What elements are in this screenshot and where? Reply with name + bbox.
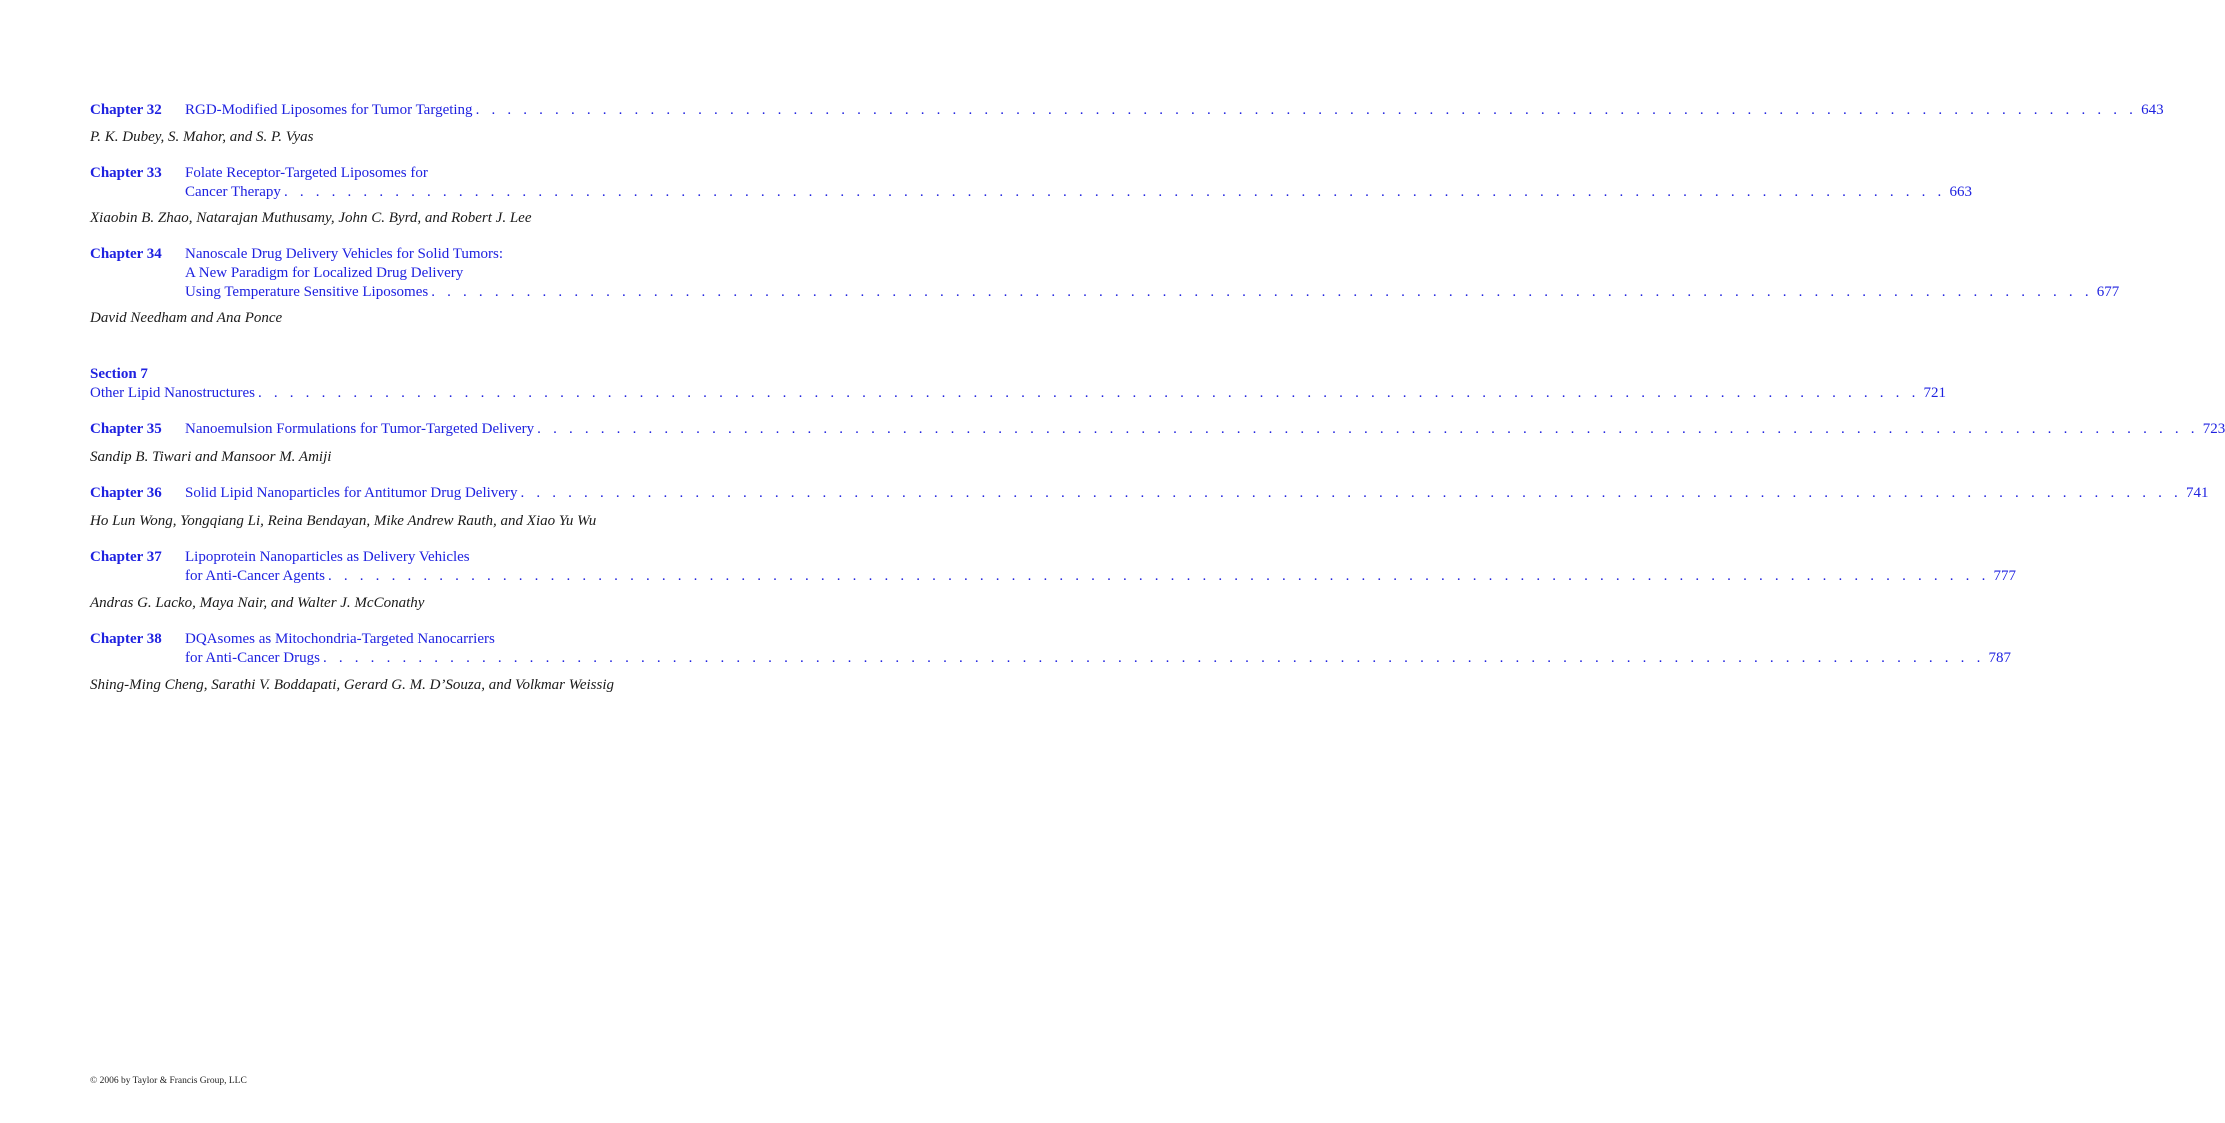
chapter-label[interactable]: Chapter 36 (90, 485, 162, 501)
chapter-title-line[interactable]: Solid Lipid Nanoparticles for Antitumor Drug Delivery (185, 484, 520, 503)
chapter-label[interactable]: Chapter 34 (90, 246, 162, 262)
chapter-title-link[interactable] (185, 283, 2120, 302)
chapter-authors: Sandip B. Tiwari and Mansoor M. Amiji (90, 449, 332, 465)
chapter-authors: Xiaobin B. Zhao, Natarajan Muthusamy, John C. Byrd, and Robert J. Lee (90, 210, 532, 226)
chapter-title-line[interactable]: Using Temperature Sensitive Liposomes (185, 283, 431, 302)
chapter-title-line[interactable]: RGD-Modified Liposomes for Tumor Targeting (185, 101, 476, 120)
page-number[interactable]: 777 (1993, 568, 2017, 584)
chapter-label[interactable]: Chapter 37 (90, 549, 162, 565)
toc-entry-chapter-34[interactable] (90, 245, 2120, 302)
chapter-title-link[interactable] (185, 420, 2225, 439)
toc-entry-chapter-38[interactable] (90, 630, 2012, 668)
chapter-label[interactable]: Chapter 33 (90, 165, 162, 181)
chapter-authors: Andras G. Lacko, Maya Nair, and Walter J. McConathy (90, 595, 425, 611)
chapter-title-line[interactable]: Folate Receptor-Targeted Liposomes for (185, 165, 428, 181)
toc-entry-section-7[interactable] (90, 384, 1947, 403)
page-number[interactable]: 787 (1988, 650, 2012, 666)
chapter-title-link[interactable] (185, 101, 2164, 120)
chapter-authors: P. K. Dubey, S. Mahor, and S. P. Vyas (90, 129, 314, 145)
chapter-authors: David Needham and Ana Ponce (90, 310, 283, 326)
dot-leader: . . . . . . . . . . . . . . . . . . . . . . . . . . . . . . . . . . . . . . . . . . . . . . . . . . . . . . . . . . . . . . . . . . . . . . . . . . . . . . . . . . . . . . . . . . . . . . . . . . . . . . . . . (283, 184, 1946, 200)
chapter-title-link[interactable] (185, 649, 2012, 668)
chapter-title-line[interactable]: for Anti-Cancer Agents (185, 567, 328, 586)
chapter-title-link[interactable] (185, 484, 2209, 503)
section-label[interactable]: Section 7 (90, 366, 148, 382)
chapter-title-link[interactable] (185, 567, 2017, 586)
dot-leader: . . . . . . . . . . . . . . . . . . . . . . . . . . . . . . . . . . . . . . . . . . . . . . . . . . . . . . . . . . . . . . . . . . . . . . . . . . . . . . . . . . . . . . . . . . . . . . . . . . . . . . . . . (520, 485, 2183, 501)
chapter-title-line[interactable]: DQAsomes as Mitochondria-Targeted Nanocarriers (185, 631, 495, 647)
chapter-authors: Ho Lun Wong, Yongqiang Li, Reina Bendayan, Mike Andrew Rauth, and Xiao Yu Wu (90, 513, 597, 529)
page-number[interactable]: 723 (2202, 421, 2225, 437)
chapter-label[interactable]: Chapter 35 (90, 421, 162, 437)
chapter-label[interactable]: Chapter 32 (90, 102, 162, 118)
dot-leader: . . . . . . . . . . . . . . . . . . . . . . . . . . . . . . . . . . . . . . . . . . . . . . . . . . . . . . . . . . . . . . . . . . . . . . . . . . . . . . . . . . . . . . . . . . . . . . . . . . . . . . . . . (322, 650, 1985, 666)
dot-leader: . . . . . . . . . . . . . . . . . . . . . . . . . . . . . . . . . . . . . . . . . . . . . . . . . . . . . . . . . . . . . . . . . . . . . . . . . . . . . . . . . . . . . . . . . . . . . . . . . . . . . . . . . (327, 568, 1990, 584)
chapter-authors: Shing-Ming Cheng, Sarathi V. Boddapati, Gerard G. M. D’Souza, and Volkmar Weissig (90, 677, 615, 693)
dot-leader: . . . . . . . . . . . . . . . . . . . . . . . . . . . . . . . . . . . . . . . . . . . . . . . . . . . . . . . . . . . . . . . . . . . . . . . . . . . . . . . . . . . . . . . . . . . . . . . . . . . . . . . . . (537, 421, 2199, 437)
dot-leader: . . . . . . . . . . . . . . . . . . . . . . . . . . . . . . . . . . . . . . . . . . . . . . . . . . . . . . . . . . . . . . . . . . . . . . . . . . . . . . . . . . . . . . . . . . . . . . . . . . . . . . . . . (475, 102, 2138, 118)
chapter-title-line[interactable]: Nanoscale Drug Delivery Vehicles for Solid Tumors: (185, 246, 504, 262)
toc-entry-chapter-37[interactable] (90, 548, 2017, 586)
page-number[interactable]: 741 (2186, 485, 2209, 501)
page-number[interactable]: 677 (2096, 284, 2120, 300)
copyright-footer: © 2006 by Taylor & Francis Group, LLC (90, 1076, 247, 1086)
chapter-title-line[interactable]: Nanoemulsion Formulations for Tumor-Targeted Delivery (185, 420, 537, 439)
chapter-title-line[interactable]: Lipoprotein Nanoparticles as Delivery Vehicles (185, 549, 470, 565)
toc-entry-chapter-35[interactable] (90, 420, 2225, 439)
chapter-title-line[interactable]: A New Paradigm for Localized Drug Delivery (185, 265, 464, 281)
page-number[interactable]: 721 (1923, 385, 1947, 401)
chapter-label[interactable]: Chapter 38 (90, 631, 162, 647)
chapter-title-line[interactable]: Cancer Therapy (185, 183, 284, 202)
chapter-title-link[interactable] (185, 183, 1972, 202)
dot-leader: . . . . . . . . . . . . . . . . . . . . . . . . . . . . . . . . . . . . . . . . . . . . . . . . . . . . . . . . . . . . . . . . . . . . . . . . . . . . . . . . . . . . . . . . . . . . . . . . . . . . . . . . . (431, 284, 2093, 300)
page-number[interactable]: 643 (2141, 102, 2164, 118)
toc-entry-chapter-36[interactable] (90, 484, 2209, 503)
toc-entry-chapter-33[interactable] (90, 164, 1972, 202)
dot-leader: . . . . . . . . . . . . . . . . . . . . . . . . . . . . . . . . . . . . . . . . . . . . . . . . . . . . . . . . . . . . . . . . . . . . . . . . . . . . . . . . . . . . . . . . . . . . . . . . . . . . . . . . . (257, 385, 1920, 401)
toc-entry-chapter-32[interactable] (90, 101, 2164, 120)
page-number[interactable]: 663 (1949, 184, 1972, 200)
section-title[interactable]: Other Lipid Nanostructures (90, 384, 258, 403)
section-title-link[interactable] (90, 384, 1947, 403)
chapter-title-line[interactable]: for Anti-Cancer Drugs (185, 649, 323, 668)
